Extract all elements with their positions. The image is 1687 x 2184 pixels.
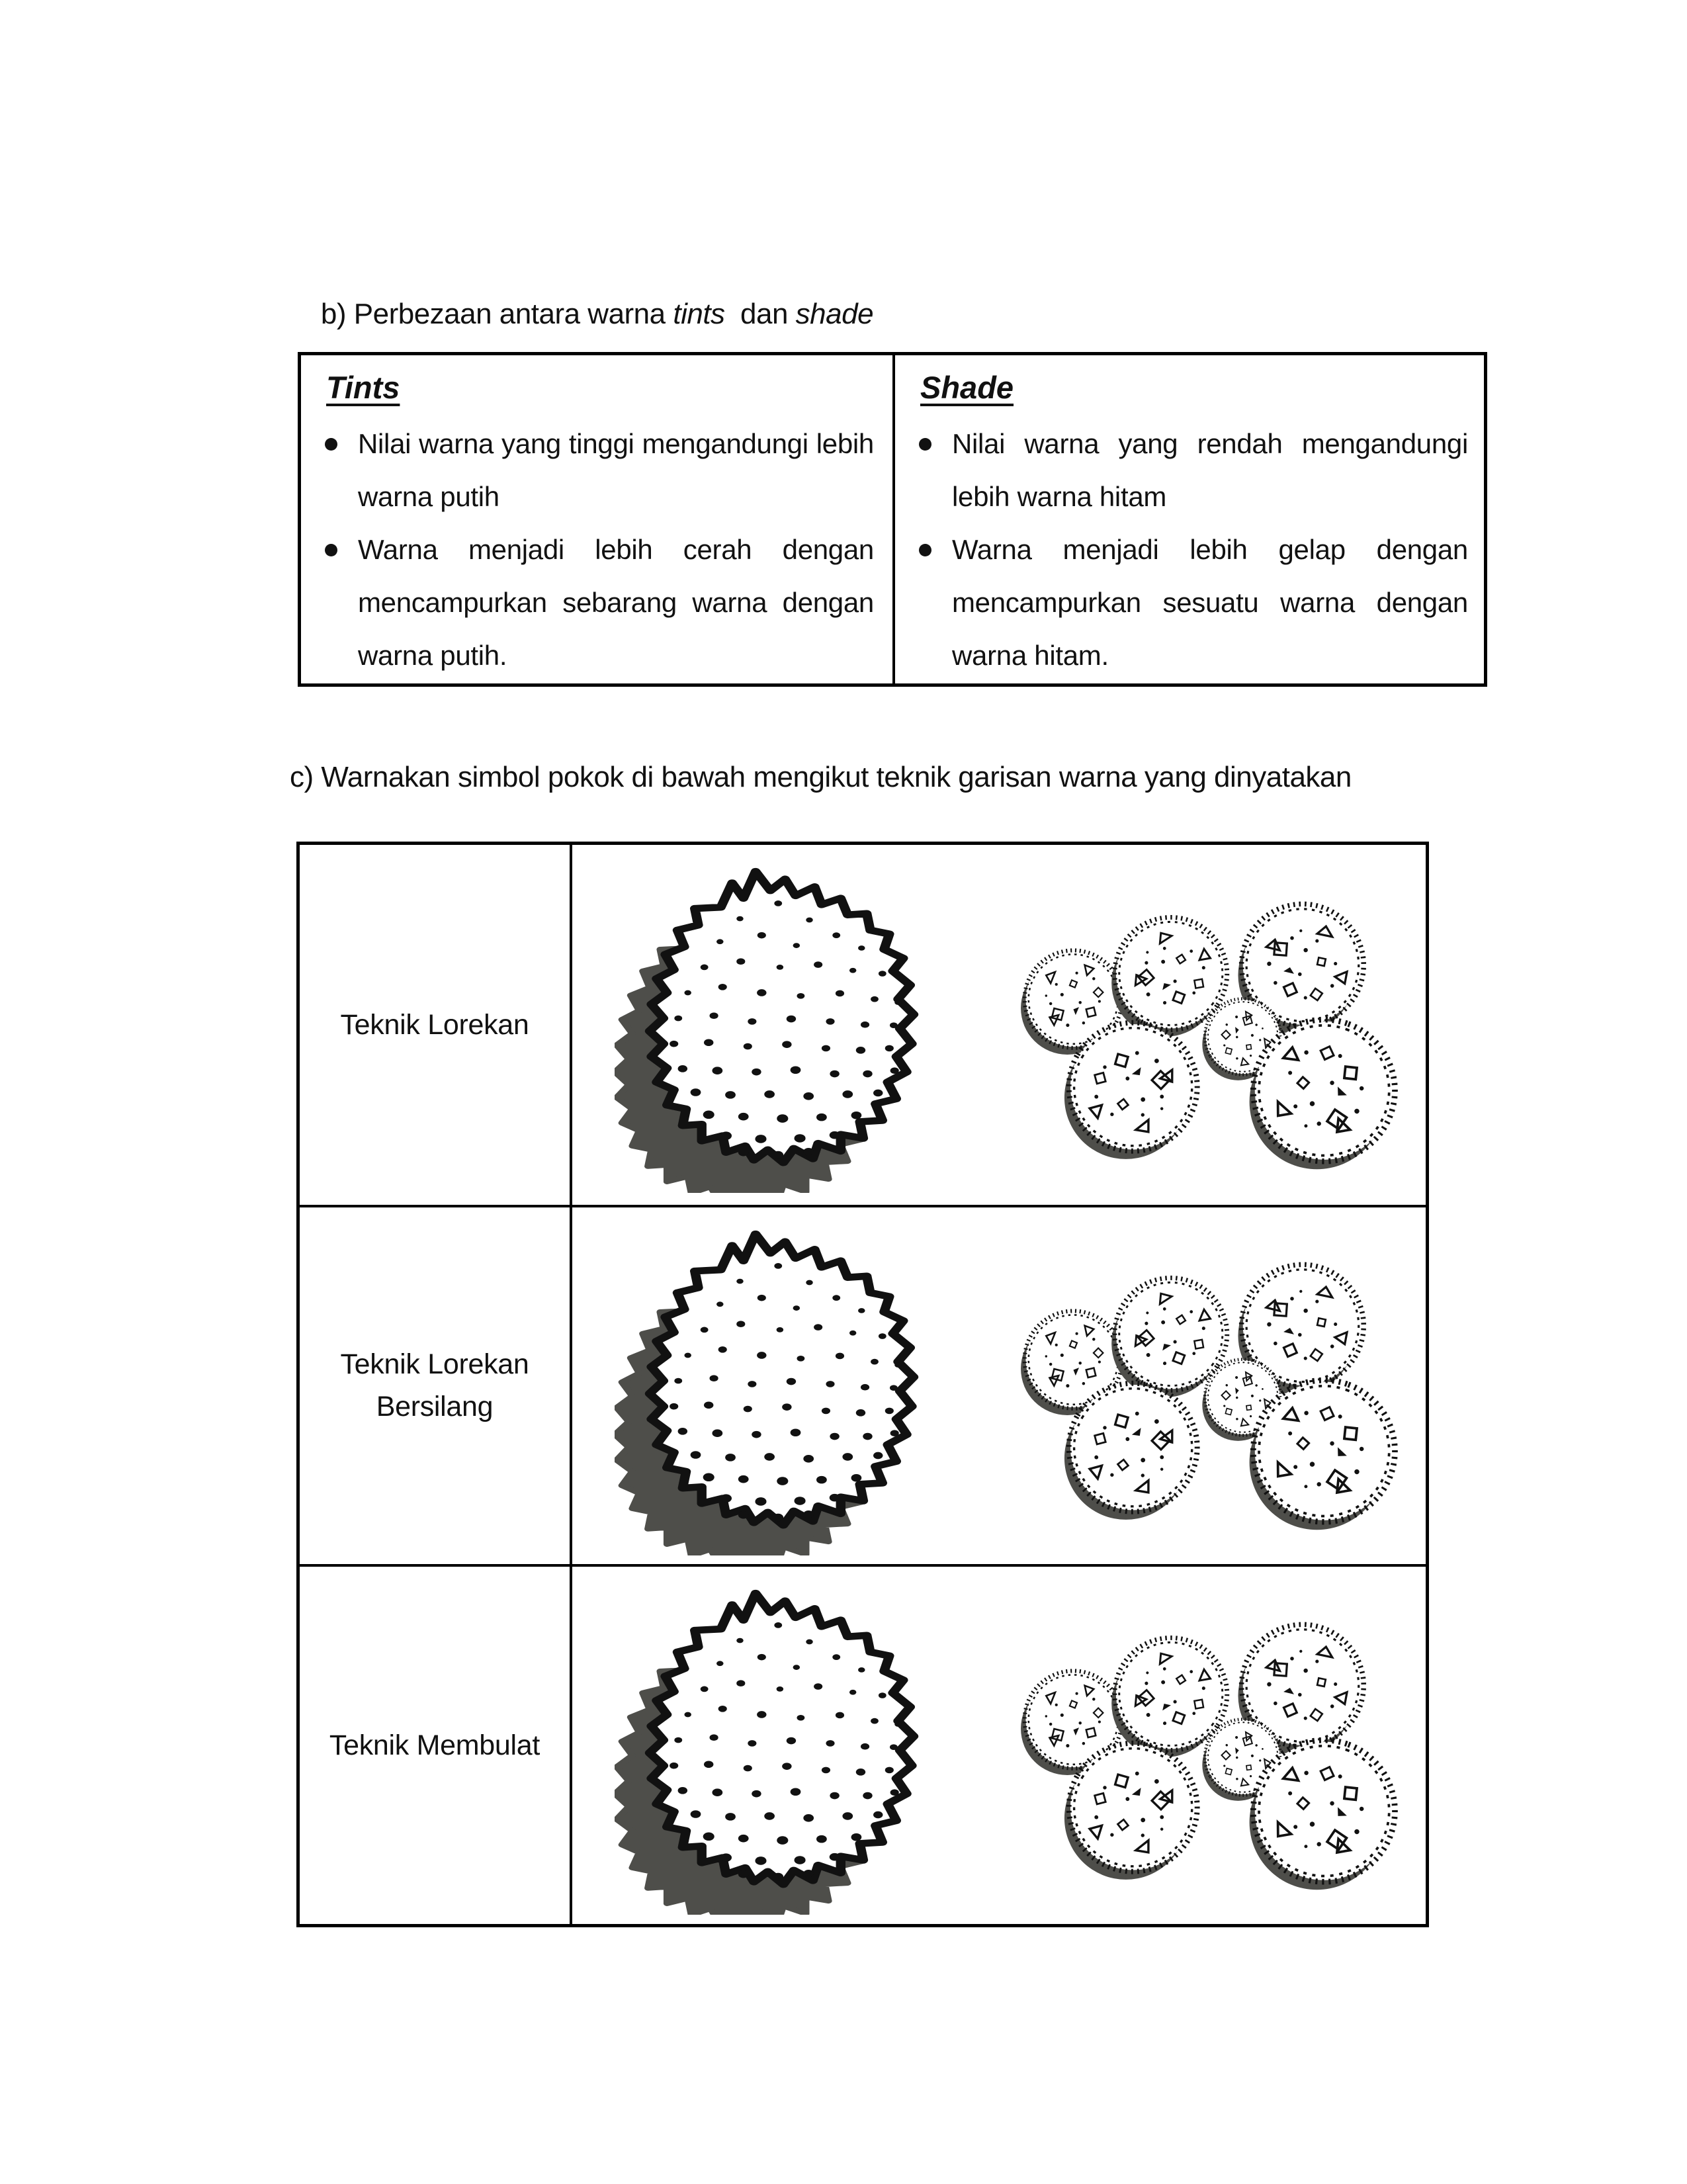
techniques-table: [296, 842, 1429, 1927]
tree-canopy-symbol: [615, 854, 949, 1193]
technique-row-drawings: [572, 845, 1426, 1205]
tree-canopy-symbol: [615, 1217, 949, 1555]
section-c-heading: c) Warnakan simbol pokok di bawah mengikut teknik garisan warna yang dinyatakan: [290, 761, 1352, 793]
shade-bullet-list: [915, 417, 1484, 682]
tints-bullet-list: [321, 417, 892, 682]
section-b-heading-plain1: b) Perbezaan antara warna: [320, 298, 673, 330]
technique-row-drawings: [572, 1564, 1426, 1924]
bullet-item: [915, 417, 1468, 523]
bush-cluster-symbol: [1009, 1249, 1406, 1539]
section-b-heading: [290, 265, 873, 364]
technique-label-lorekan-bersilang: Teknik Lorekan Bersilang: [300, 1205, 572, 1565]
section-b-heading-italic1: tints: [673, 298, 725, 330]
bullet-icon: [325, 438, 337, 451]
bullet-text: Warna menjadi lebih cerah dengan mencampurkan sebarang warna dengan warna putih.: [358, 534, 874, 671]
section-b-heading-plain2: dan: [724, 298, 796, 330]
bullet-text: Warna menjadi lebih gelap dengan mencampurkan sesuatu warna dengan warna hitam.: [952, 534, 1468, 671]
technique-row-drawings: [572, 1205, 1426, 1565]
tints-shade-table: [298, 352, 1487, 687]
shade-column: [892, 355, 1484, 683]
bullet-item: [321, 523, 874, 682]
bush-cluster-symbol: [1009, 889, 1406, 1178]
technique-label-lorekan: Teknik Lorekan: [300, 845, 572, 1205]
bullet-icon: [325, 544, 337, 556]
shade-column-header: Shade: [920, 370, 1014, 405]
bullet-item: [915, 523, 1468, 682]
section-b-heading-italic2: shade: [795, 298, 874, 330]
tints-column-header: Tints: [326, 370, 400, 405]
bullet-icon: [919, 544, 931, 556]
tree-canopy-symbol: [615, 1576, 949, 1915]
technique-label-membulat: Teknik Membulat: [300, 1564, 572, 1924]
bullet-item: [321, 417, 874, 523]
bush-cluster-symbol: [1009, 1609, 1406, 1899]
bullet-text: Nilai warna yang rendah mengandungi lebih warna hitam: [952, 428, 1468, 512]
tints-column: [301, 355, 892, 683]
bullet-icon: [919, 438, 931, 451]
bullet-text: Nilai warna yang tinggi mengandungi lebih warna putih: [358, 428, 874, 512]
